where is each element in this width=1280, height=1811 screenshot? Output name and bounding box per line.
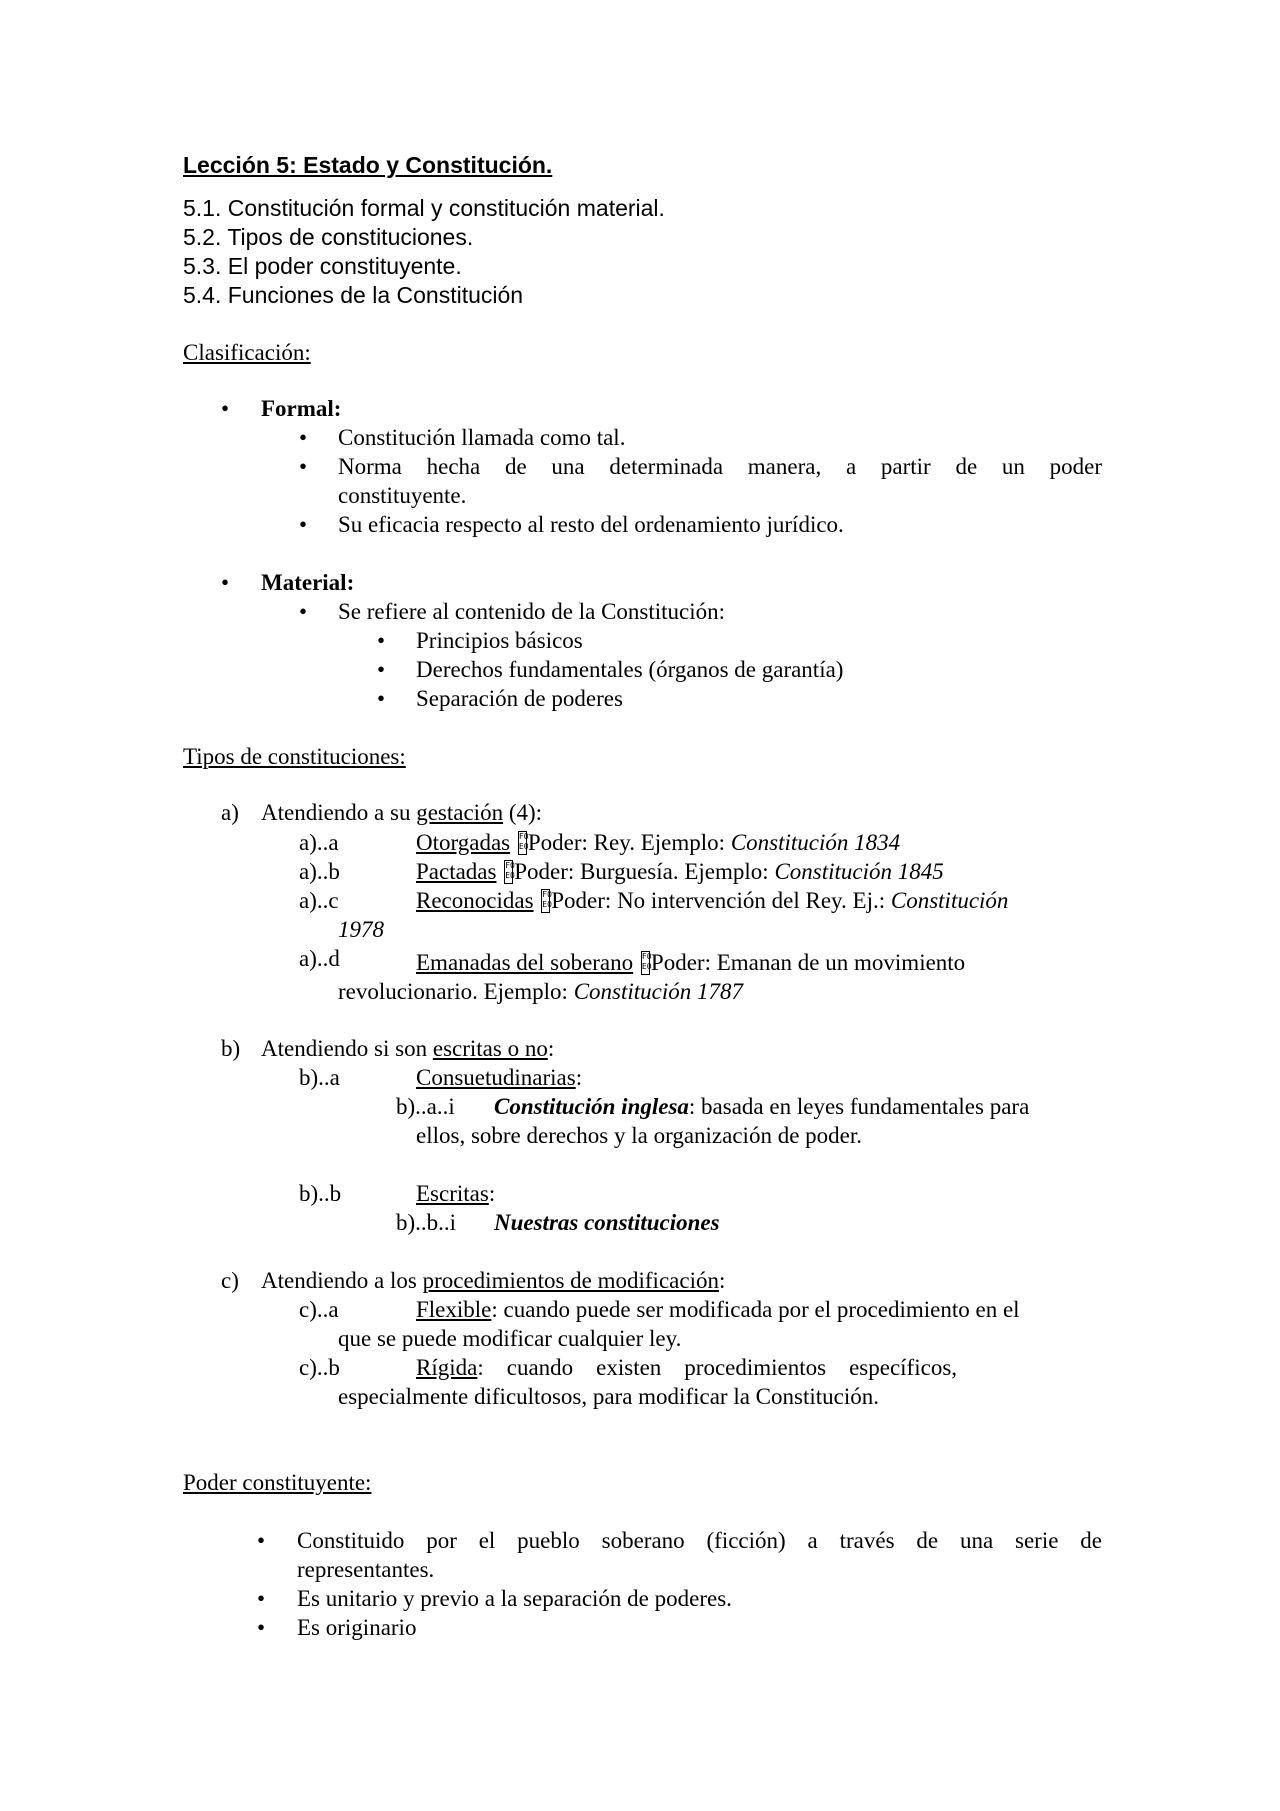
- tipos-c-line: Atendiendo a los procedimientos de modificación:: [261, 1268, 726, 1293]
- tipos-c-a-line: Flexible: cuando puede ser modificada por el procedimiento en el: [416, 1297, 1020, 1322]
- tipos-a-c-line: Reconocidas F0 E0 Poder: No intervención del Rey. Ej.: Constitución: [416, 888, 1008, 914]
- list-marker: b)..a: [299, 1065, 340, 1090]
- tipos-b-a-i-cont: ellos, sobre derechos y la organización de poder.: [416, 1123, 863, 1148]
- material-subitem-1: Principios básicos: [416, 628, 583, 653]
- list-marker: a)..c: [299, 888, 339, 913]
- list-marker: a)..d: [299, 946, 340, 971]
- list-marker: b)..a..i: [396, 1094, 455, 1119]
- bullet: •: [257, 1586, 266, 1611]
- toc-item-3: 5.3. El poder constituyente.: [183, 253, 462, 279]
- clasificacion-heading: Clasificación:: [183, 340, 311, 365]
- material-subitem-2: Derechos fundamentales (órganos de garantía): [416, 657, 844, 682]
- tipos-a-d-cont: revolucionario. Ejemplo: Constitución 1787: [338, 979, 743, 1004]
- bullet: •: [257, 1528, 266, 1553]
- list-marker: b)..b..i: [396, 1210, 457, 1235]
- list-marker: c)..b: [299, 1355, 340, 1380]
- formal-item-1: Constitución llamada como tal.: [338, 425, 626, 450]
- tipos-c-b-line: Rígida: cuando existen procedimientos específicos,: [416, 1355, 958, 1380]
- material-subitem-3: Separación de poderes: [416, 686, 623, 711]
- document-title: Lección 5: Estado y Constitución.: [183, 152, 553, 178]
- bullet: •: [221, 396, 230, 421]
- tipos-a-a-line: Otorgadas F0 E0 Poder: Rey. Ejemplo: Constitución 1834: [416, 830, 900, 856]
- poder-item-3: Es originario: [297, 1615, 417, 1640]
- bullet: •: [299, 599, 308, 624]
- bullet: •: [221, 570, 230, 595]
- tipos-a-line: Atendiendo a su gestación (4):: [261, 800, 543, 825]
- tipos-heading: Tipos de constituciones:: [183, 744, 406, 769]
- poder-heading: Poder constituyente:: [183, 1470, 372, 1495]
- poder-item-1: Constituido por el pueblo soberano (ficción) a través de una serie de: [297, 1528, 1102, 1553]
- tipos-c-b-cont: especialmente dificultosos, para modificar la Constitución.: [338, 1384, 879, 1409]
- toc-item-1: 5.1. Constitución formal y constitución material.: [183, 195, 665, 221]
- formal-item-2-cont: constituyente.: [338, 483, 467, 508]
- list-marker: a)..a: [299, 830, 339, 855]
- tipos-b-a-line: Consuetudinarias:: [416, 1065, 583, 1090]
- tipos-a-d-line: Emanadas del soberano F0 E0 Poder: Emanan de un movimiento: [416, 950, 965, 976]
- formal-item-3: Su eficacia respecto al resto del ordenamiento jurídico.: [338, 512, 844, 537]
- list-marker: a)..b: [299, 859, 340, 884]
- tipos-c-a-cont: que se puede modificar cualquier ley.: [338, 1326, 682, 1351]
- tipos-b-b-line: Escritas:: [416, 1181, 496, 1206]
- tipos-b-line: Atendiendo si son escritas o no:: [261, 1036, 555, 1061]
- bullet: •: [257, 1615, 266, 1640]
- poder-item-1-cont: representantes.: [297, 1557, 435, 1582]
- toc-item-4: 5.4. Funciones de la Constitución: [183, 282, 524, 308]
- tipos-b-b-i-line: Nuestras constituciones: [494, 1210, 720, 1235]
- missing-glyph-icon: [641, 951, 650, 975]
- list-marker: a): [221, 800, 239, 825]
- tipos-b-a-i-line: Constitución inglesa: basada en leyes fundamentales para: [494, 1094, 1030, 1119]
- tipos-a-c-cont: 1978: [338, 917, 384, 942]
- poder-item-2: Es unitario y previo a la separación de poderes.: [297, 1586, 732, 1611]
- bullet: •: [377, 686, 386, 711]
- list-marker: c)..a: [299, 1297, 339, 1322]
- tipos-a-b-line: Pactadas F0 E0 Poder: Burguesía. Ejemplo: Constitución 1845: [416, 859, 944, 885]
- bullet: •: [377, 628, 386, 653]
- list-marker: b): [221, 1036, 241, 1061]
- bullet: •: [377, 657, 386, 682]
- bullet: •: [299, 454, 308, 479]
- missing-glyph-icon: [518, 831, 527, 855]
- list-marker: b)..b: [299, 1181, 342, 1206]
- bullet: •: [299, 512, 308, 537]
- list-marker: c): [221, 1268, 239, 1293]
- missing-glyph-icon: [541, 889, 550, 913]
- bullet: •: [299, 425, 308, 450]
- material-item: Se refiere al contenido de la Constitución:: [338, 599, 726, 624]
- toc-item-2: 5.2. Tipos de constituciones.: [183, 224, 474, 250]
- formal-item-2: Norma hecha de una determinada manera, a partir de un poder: [338, 454, 1102, 479]
- missing-glyph-icon: [504, 860, 513, 884]
- formal-label: Formal:: [261, 396, 342, 421]
- material-label: Material:: [261, 570, 355, 595]
